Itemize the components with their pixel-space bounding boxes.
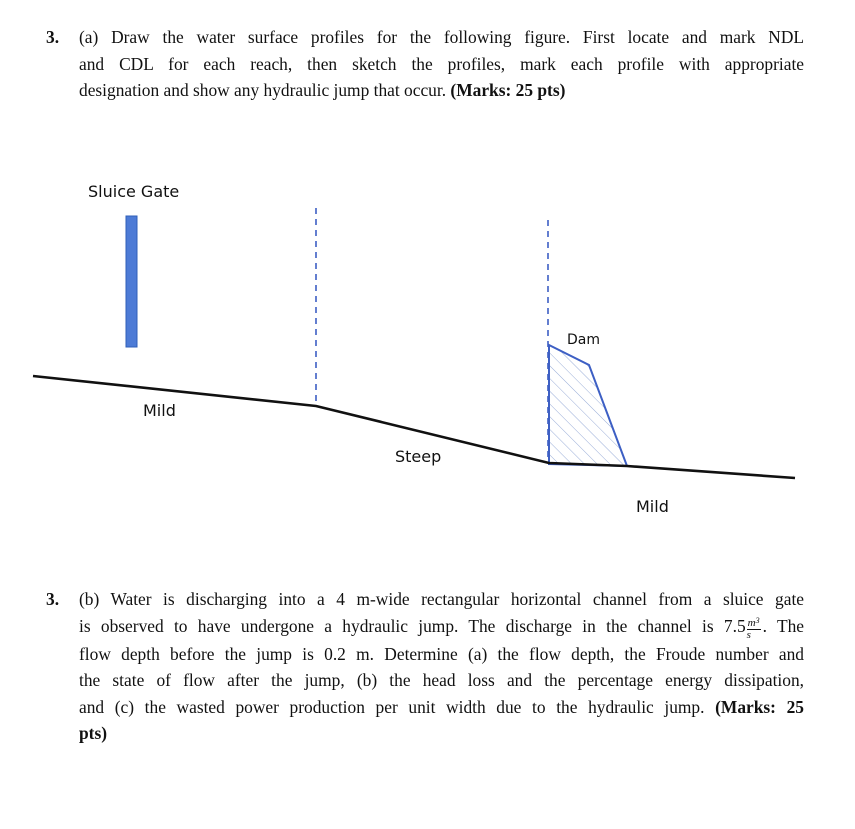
question-a-line-3-text: designation and show any hydraulic jump that occur. [79,80,447,100]
question-a-text [79,24,804,104]
dam [549,345,627,466]
question-a-marks: (Marks: 25 pts) [450,80,566,100]
question-b-line-5 [79,694,804,721]
reach-label-steep: Steep [395,447,442,466]
question-b-line-1: (b) Water is discharging into a 4 m-wide rectangular horizontal channel from a sluice gate [79,589,804,609]
question-a-number: 3. [46,27,60,47]
question-b-line-6 [79,720,804,747]
question-a-line-2: and CDL for each reach, then sketch the profiles, mark each profile with appropriate [79,53,804,74]
question-a [46,24,804,104]
question-a-line-1: (a) Draw the water surface profiles for the following figure. First locate and mark NDL [79,27,804,47]
question-b-line-2-post: . The [762,615,804,636]
question-b-marks-part1: (Marks: 25 [715,696,804,717]
reach-label-mild-upstream: Mild [143,401,176,420]
question-b-number: 3. [46,589,60,609]
dam-label: Dam [567,332,600,348]
unit-exponent: 3 [755,615,760,625]
sluice-gate [126,216,137,347]
channel-profile-figure [0,160,855,520]
question-b-marks-part2: pts) [79,723,108,743]
reach-label-mild-downstream: Mild [636,497,669,516]
question-b-line-2-pre: is observed to have undergone a hydraulic jump. The discharge in the channel is 7.5 [79,615,746,636]
sluice-gate-label: Sluice Gate [88,182,180,201]
question-b-line-2 [79,613,804,641]
question-b-line-3: flow depth before the jump is 0.2 m. Determine (a) the flow depth, the Froude number and [79,643,804,664]
question-a-line-3 [79,77,804,104]
question-b-line-4: the state of flow after the jump, (b) the head loss and the percentage energy dissipation, [79,670,804,690]
question-b-text [79,586,804,747]
unit-denominator: s [746,628,751,641]
unit-numerator: m [747,616,756,629]
discharge-unit-fraction [747,615,761,641]
question-b-line-5-text: and (c) the wasted power production per unit width due to the hydraulic jump. [79,696,705,717]
question-b [46,586,804,747]
